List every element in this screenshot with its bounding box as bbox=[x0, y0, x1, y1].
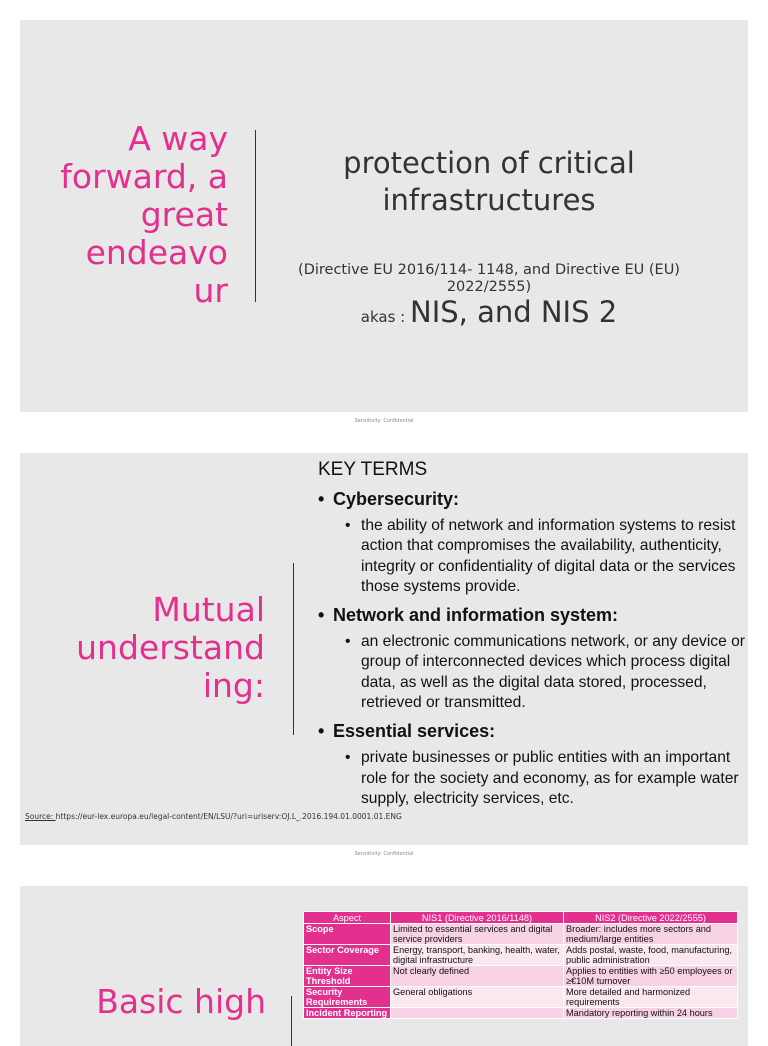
divider-line bbox=[255, 130, 256, 302]
table-row bbox=[304, 924, 738, 945]
table-row bbox=[304, 1008, 738, 1019]
akas-label: akas : bbox=[360, 308, 410, 326]
row-header: Incident Reporting bbox=[304, 1008, 391, 1019]
term-item: • Network and information system: bbox=[318, 605, 619, 626]
table-cell: Energy, transport, banking, health, water, digital infrastructure bbox=[391, 945, 564, 966]
footer-sensitivity: Sensitivity: Confidential bbox=[354, 851, 414, 857]
footer-sensitivity: Sensitivity: Confidential bbox=[354, 418, 414, 424]
slide1-title: A way forward, a great endeavo ur bbox=[60, 119, 228, 310]
column-header: NIS1 (Directive 2016/1148) bbox=[391, 912, 564, 924]
table-header-row bbox=[304, 912, 738, 924]
source-citation bbox=[25, 812, 402, 822]
row-header: Entity Size Threshold bbox=[304, 966, 391, 987]
table-row bbox=[304, 987, 738, 1008]
term-item: • Essential services: bbox=[318, 721, 496, 742]
comparison-table bbox=[303, 911, 738, 1019]
divider-line bbox=[293, 563, 294, 735]
slide-key-terms bbox=[20, 453, 748, 845]
slide-title bbox=[20, 20, 748, 412]
term-definition: • the ability of network and information systems to resist action that compromises the availability, authenticity, integrity or confidentiality of digital data or the services those systems provide. bbox=[345, 517, 736, 595]
column-header: NIS2 (Directive 2022/2555) bbox=[564, 912, 738, 924]
table-cell: Broader: includes more sectors and medium/large entities bbox=[564, 924, 738, 945]
row-header: Sector Coverage bbox=[304, 945, 391, 966]
table-cell: More detailed and harmonized requirements bbox=[564, 987, 738, 1008]
table-cell: Adds postal, waste, food, manufacturing, public administration bbox=[564, 945, 738, 966]
table-cell: Applies to entities with ≥50 employees or ≥€10M turnover bbox=[564, 966, 738, 987]
slide3-title: Basic high bbox=[96, 982, 266, 1021]
table-cell bbox=[391, 1008, 564, 1019]
term-item: • Cybersecurity: bbox=[318, 489, 460, 509]
table-row bbox=[304, 966, 738, 987]
table-cell: Mandatory reporting within 24 hours bbox=[564, 1008, 738, 1019]
slide1-main-heading: protection of critical infrastructures bbox=[343, 146, 635, 217]
slide1-subtitle: (Directive EU 2016/114- 1148, and Directive EU (EU) 2022/2555) bbox=[298, 262, 680, 295]
term-definition: • an electronic communications network, or any device or group of interconnected devices which process digital data, as well as the digital data stored, processed, retrieved or transmitted. bbox=[345, 633, 745, 712]
akas-value: NIS, and NIS 2 bbox=[410, 295, 618, 329]
divider-line bbox=[291, 996, 292, 1046]
key-terms-heading: KEY TERMS bbox=[318, 459, 428, 480]
table-cell: General obligations bbox=[391, 987, 564, 1008]
row-header: Security Requirements bbox=[304, 987, 391, 1008]
table-cell: Limited to essential services and digital service providers bbox=[391, 924, 564, 945]
column-header: Aspect bbox=[304, 912, 391, 924]
slide-comparison bbox=[20, 886, 748, 1046]
row-header: Scope bbox=[304, 924, 391, 945]
table-cell: Not clearly defined bbox=[391, 966, 564, 987]
source-link[interactable]: https://eur-lex.europa.eu/legal-content/EN/LSU/?uri=uriserv:OJ.L_.2016.194.01.0001.01.ENG bbox=[55, 812, 402, 821]
source-label: Source: bbox=[25, 812, 56, 821]
slide1-akas bbox=[270, 295, 708, 329]
terms-list bbox=[318, 489, 746, 817]
table-row bbox=[304, 945, 738, 966]
term-definition: • private businesses or public entities with an important role for the society and economy, as for example water supply, electricity services, etc. bbox=[345, 749, 739, 807]
slide2-title: Mutual understand ing: bbox=[76, 590, 265, 705]
